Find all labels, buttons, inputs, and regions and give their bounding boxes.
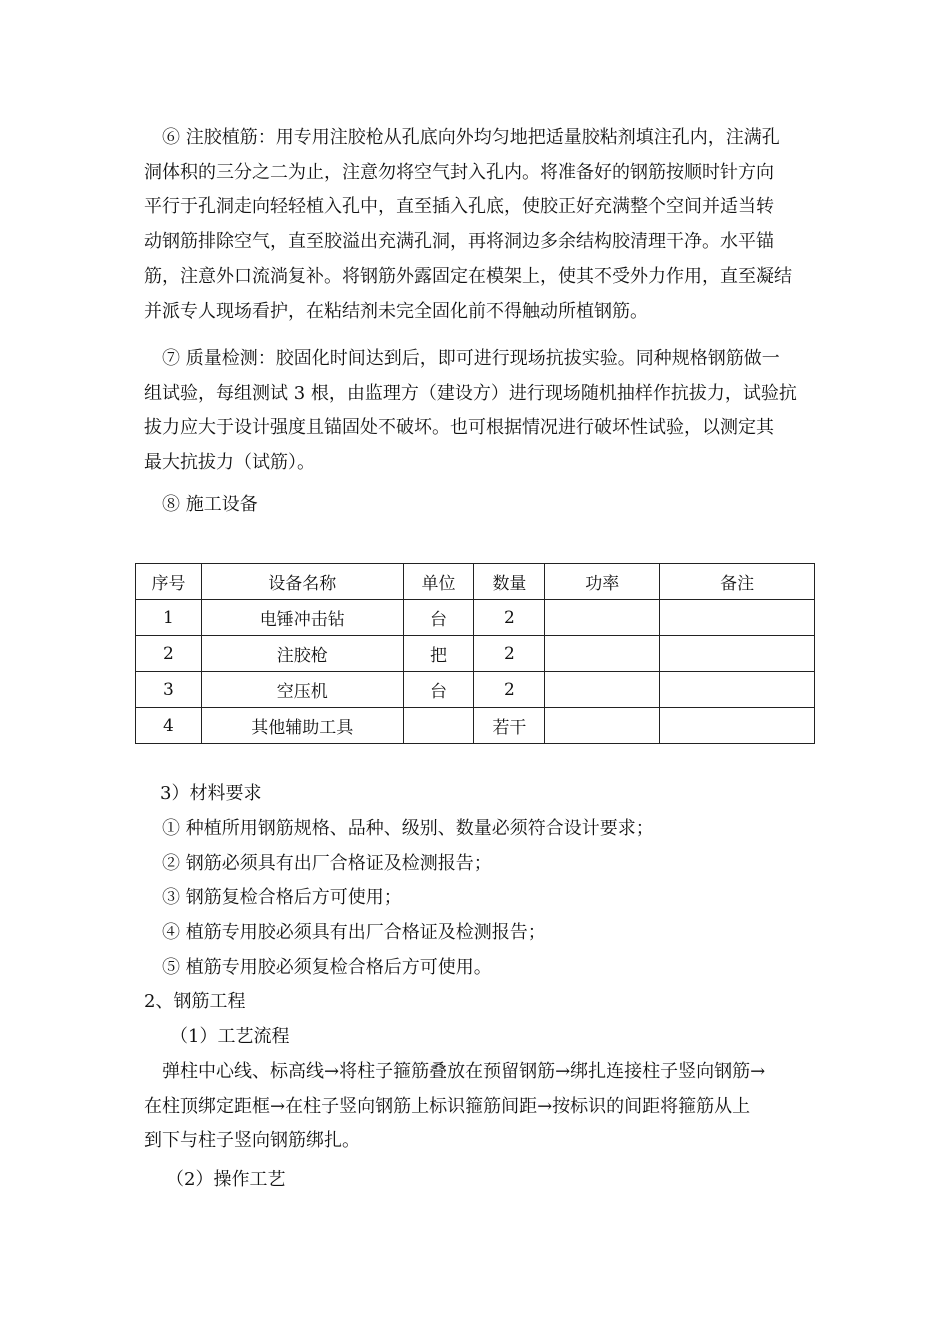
text-line: 筋，注意外口流淌复补。将钢筋外露固定在模架上，使其不受外力作用，直至凝结 <box>144 265 792 287</box>
equipment-heading: ⑧ 施工设备 <box>162 494 258 515</box>
table-cell: 3 <box>136 672 202 708</box>
text-line: ⑦ 质量检测：胶固化时间达到后，即可进行现场抗拔实验。同种规格钢筋做一 <box>144 348 780 369</box>
materials-item: ① 种植所用钢筋规格、品种、级别、数量必须符合设计要求； <box>162 818 654 839</box>
materials-item: ③ 钢筋复检合格后方可使用； <box>162 887 402 908</box>
header-cell: 功率 <box>545 564 660 600</box>
table-cell: 台 <box>403 600 474 636</box>
table-cell: 把 <box>403 636 474 672</box>
paragraph-quality-check <box>144 342 814 481</box>
table-cell: 注胶枪 <box>201 636 403 672</box>
table-cell <box>545 708 660 744</box>
text-line: 到下与柱子竖向钢筋绑扎。 <box>144 1130 360 1152</box>
table-cell <box>545 672 660 708</box>
table-cell <box>660 672 815 708</box>
header-cell: 数量 <box>474 564 545 600</box>
text-line: 洞体积的三分之二为止，注意勿将空气封入孔内。将准备好的钢筋按顺时针方向 <box>144 161 774 183</box>
materials-item: ② 钢筋必须具有出厂合格证及检测报告； <box>162 853 492 874</box>
equipment-table <box>135 563 815 744</box>
table-cell <box>545 600 660 636</box>
materials-item: ④ 植筋专用胶必须具有出厂合格证及检测报告； <box>162 922 546 943</box>
section-title: 2、钢筋工程 <box>144 991 246 1012</box>
table-cell <box>660 600 815 636</box>
text-line: ⑥ 注胶植筋：用专用注胶枪从孔底向外均匀地把适量胶粘剂填注孔内，注满孔 <box>144 127 780 148</box>
table-row <box>136 600 815 636</box>
table-header-row <box>136 564 815 600</box>
materials-title: 3）材料要求 <box>160 783 262 804</box>
text-line: 在柱顶绑定距框→在柱子竖向钢筋上标识箍筋间距→按标识的间距将箍筋从上 <box>144 1095 751 1117</box>
paragraph-process-flow <box>144 1055 814 1159</box>
header-cell: 设备名称 <box>201 564 403 600</box>
table-cell: 其他辅助工具 <box>201 708 403 744</box>
text-line: 拔力应大于设计强度且锚固处不破坏。也可根据情况进行破坏性试验，以测定其 <box>144 417 774 439</box>
table-cell: 2 <box>474 600 545 636</box>
table-cell: 台 <box>403 672 474 708</box>
subsection-title: （1）工艺流程 <box>170 1026 290 1047</box>
table-cell: 4 <box>136 708 202 744</box>
header-cell: 单位 <box>403 564 474 600</box>
text-line: 并派专人现场看护，在粘结剂未完全固化前不得触动所植钢筋。 <box>144 300 648 322</box>
table-cell: 电锤冲击钻 <box>201 600 403 636</box>
table-row <box>136 636 815 672</box>
table-cell: 2 <box>474 636 545 672</box>
table-row <box>136 708 815 744</box>
table-cell <box>660 708 815 744</box>
subsection-title: （2）操作工艺 <box>166 1169 286 1190</box>
table-row <box>136 672 815 708</box>
table-cell: 若干 <box>474 708 545 744</box>
text-line: 弹柱中心线、标高线→将柱子箍筋叠放在预留钢筋→绑扎连接柱子竖向钢筋→ <box>144 1061 766 1082</box>
text-line: 组试验，每组测试 3 根，由监理方（建设方）进行现场随机抽样作抗拔力，试验抗 <box>144 382 797 404</box>
text-line: 最大抗拔力（试筋）。 <box>144 452 315 474</box>
table-cell: 2 <box>474 672 545 708</box>
header-cell: 序号 <box>136 564 202 600</box>
paragraph-glue-planting <box>144 121 814 329</box>
text-line: 平行于孔洞走向轻轻植入孔中，直至插入孔底，使胶正好充满整个空间并适当转 <box>144 196 774 218</box>
table-cell <box>660 636 815 672</box>
table-cell: 2 <box>136 636 202 672</box>
table-cell <box>545 636 660 672</box>
header-cell: 备注 <box>660 564 815 600</box>
materials-item: ⑤ 植筋专用胶必须复检合格后方可使用。 <box>162 957 492 978</box>
text-line: 动钢筋排除空气，直至胶溢出充满孔洞，再将洞边多余结构胶清理干净。水平锚 <box>144 231 774 253</box>
table-cell: 1 <box>136 600 202 636</box>
table-cell: 空压机 <box>201 672 403 708</box>
table-cell <box>403 708 474 744</box>
